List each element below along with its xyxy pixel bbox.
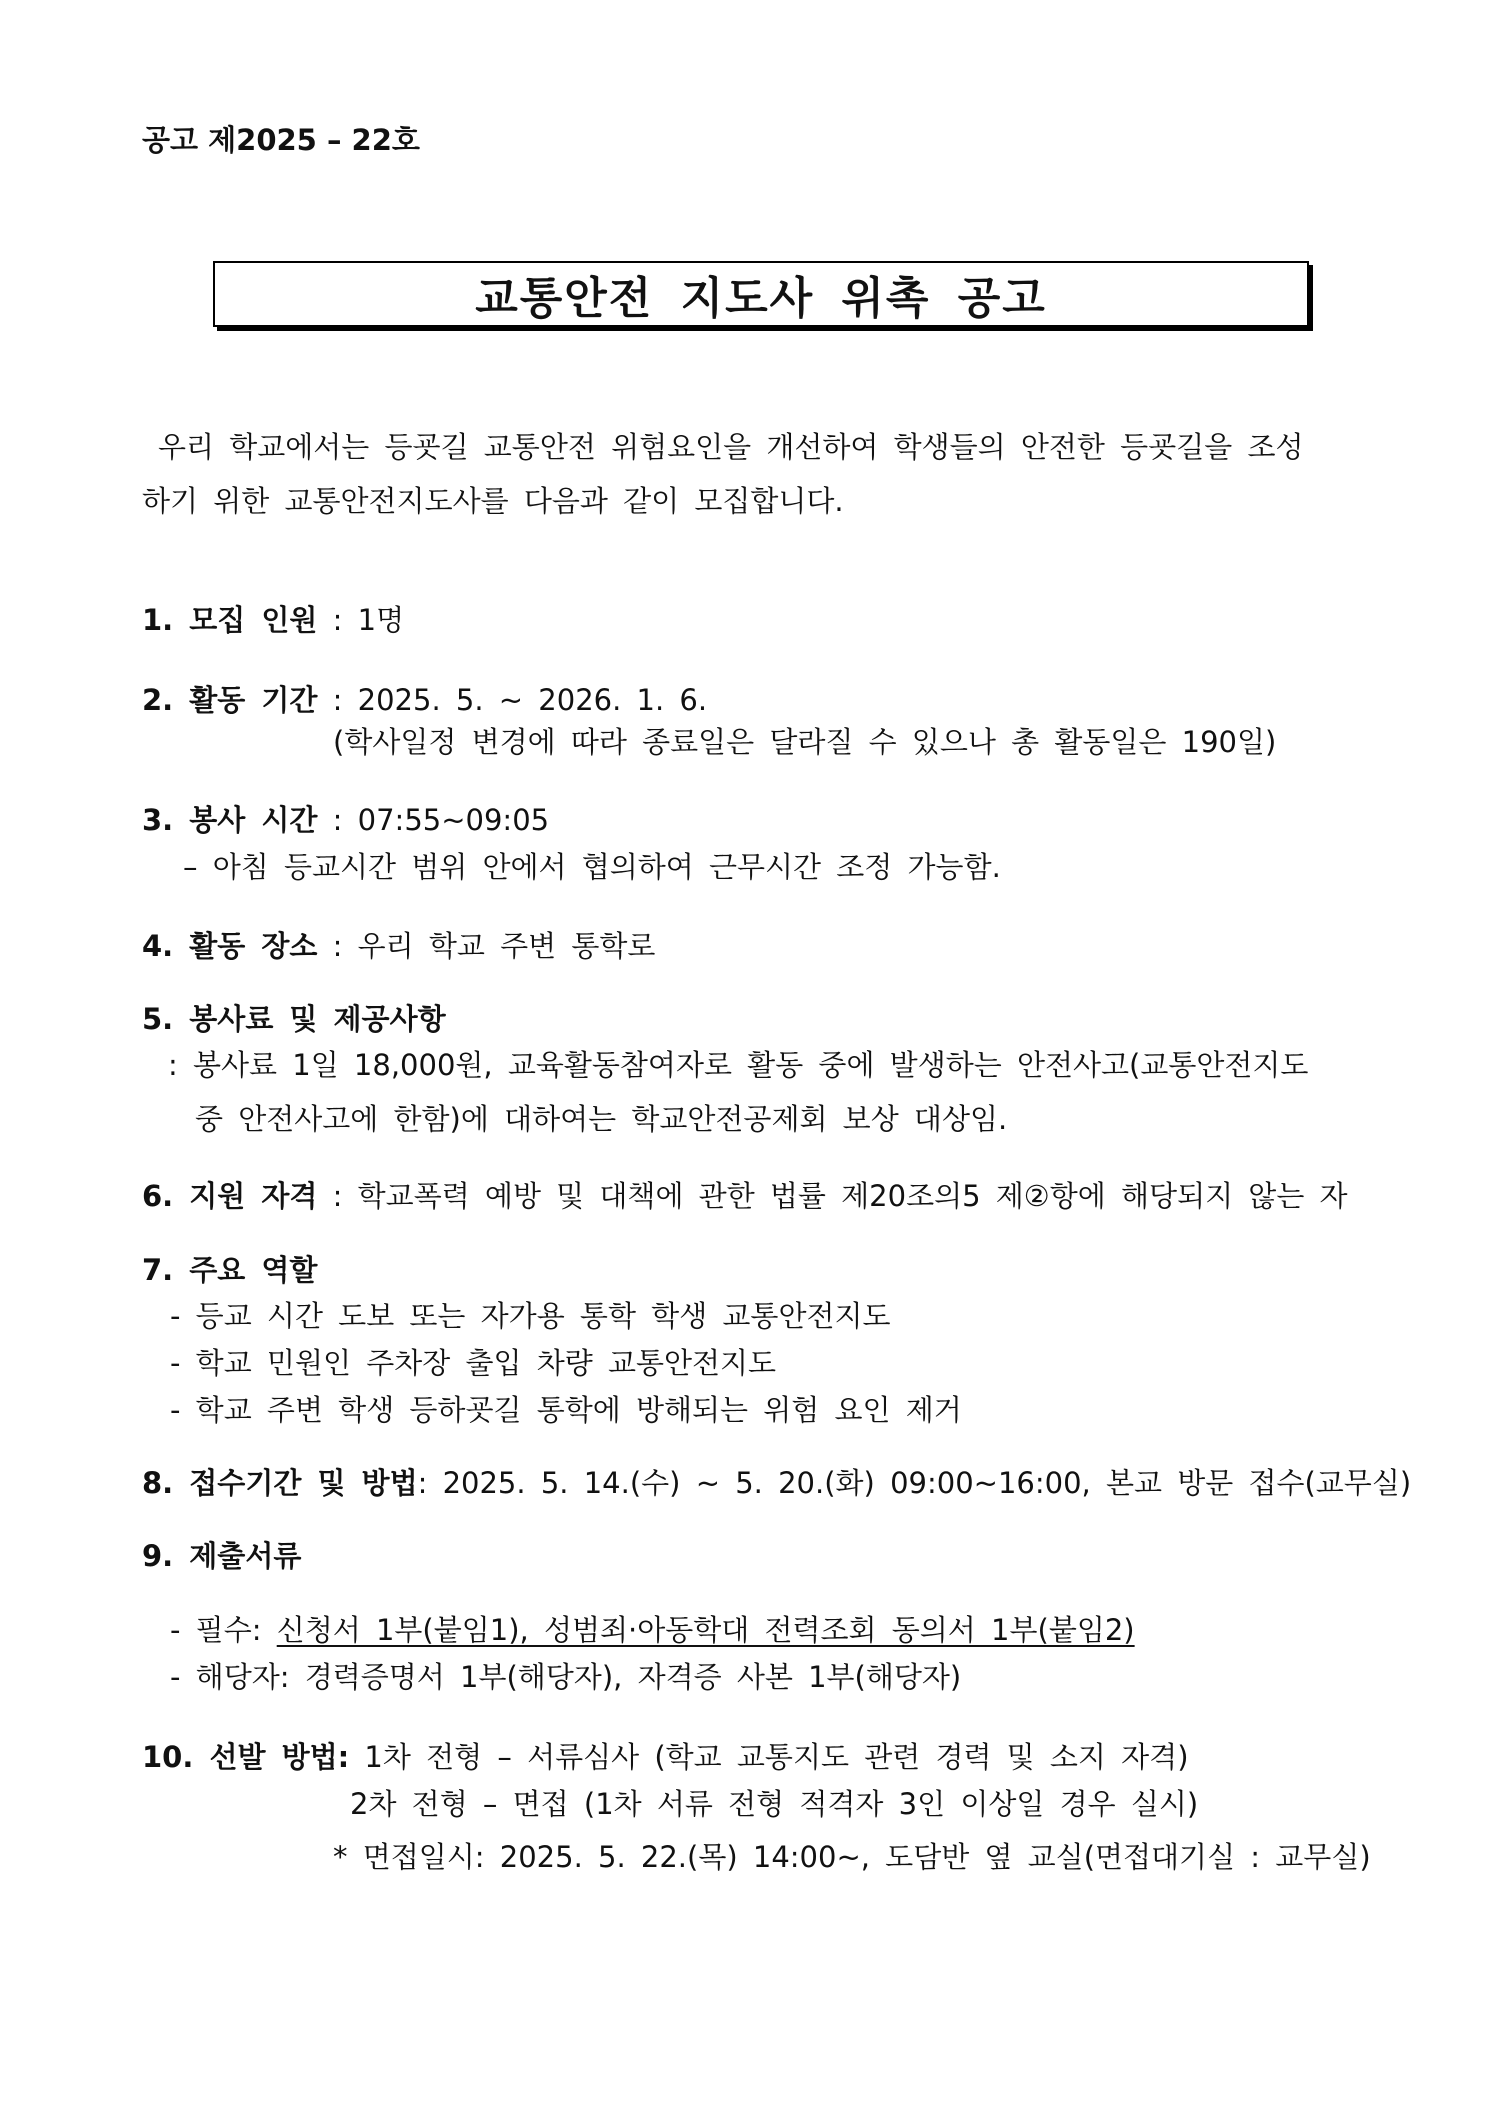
selection-stage-2: 2차 전형 – 면접 (1차 서류 전형 적격자 3인 이상일 경우 실시) bbox=[350, 1787, 1199, 1821]
item-pay-label: 5. 봉사료 및 제공사항 bbox=[142, 1002, 446, 1036]
item-period-value: : 2025. 5. ~ 2026. 1. 6. bbox=[317, 683, 708, 717]
documents-optional: - 해당자: 경력증명서 1부(해당자), 자격증 사본 1부(해당자) bbox=[170, 1660, 962, 1694]
item-recruit-value: : 1명 bbox=[317, 603, 405, 637]
item-pay-line-1: : 봉사료 1일 18,000원, 교육활동참여자로 활동 중에 발생하는 안전사고(교통안전지도 bbox=[168, 1048, 1309, 1082]
item-period-label: 2. 활동 기간 bbox=[142, 683, 318, 717]
item-selection bbox=[142, 1737, 1189, 1777]
documents-required-prefix: - 필수: bbox=[170, 1613, 277, 1647]
item-roles-label: 7. 주요 역할 bbox=[142, 1253, 318, 1287]
item-hours-note: – 아침 등교시간 범위 안에서 협의하여 근무시간 조정 가능함. bbox=[183, 850, 1001, 884]
role-item: - 등교 시간 도보 또는 자가용 통학 학생 교통안전지도 bbox=[170, 1299, 891, 1333]
selection-interview: * 면접일시: 2025. 5. 22.(목) 14:00~, 도담반 옆 교실(면접대기실 : 교무실) bbox=[333, 1840, 1371, 1874]
item-selection-label: 10. 선발 방법: bbox=[142, 1740, 350, 1774]
title-box bbox=[213, 261, 1309, 327]
role-item: - 학교 민원인 주차장 출입 차량 교통안전지도 bbox=[170, 1346, 777, 1380]
documents-required-value: 신청서 1부(붙임1), 성범죄·아동학대 전력조회 동의서 1부(붙임2) bbox=[276, 1613, 1135, 1647]
item-place-label: 4. 활동 장소 bbox=[142, 929, 318, 963]
item-qualification-value: : 학교폭력 예방 및 대책에 관한 법률 제20조의5 제②항에 해당되지 않는 자 bbox=[317, 1179, 1348, 1213]
item-recruit bbox=[142, 600, 404, 640]
item-period bbox=[142, 680, 707, 720]
item-application bbox=[142, 1463, 1411, 1503]
item-application-value: : 2025. 5. 14.(수) ~ 5. 20.(화) 09:00~16:00, 본교 방문 접수(교무실) bbox=[417, 1466, 1412, 1500]
intro-line-1: 우리 학교에서는 등굣길 교통안전 위험요인을 개선하여 학생들의 안전한 등굣길을 조성 bbox=[158, 430, 1304, 464]
selection-stage-1: 1차 전형 – 서류심사 (학교 교통지도 관련 경력 및 소지 자격) bbox=[349, 1740, 1189, 1774]
item-place-value: : 우리 학교 주변 통학로 bbox=[317, 929, 656, 963]
item-recruit-label: 1. 모집 인원 bbox=[142, 603, 318, 637]
item-application-label: 8. 접수기간 및 방법 bbox=[142, 1466, 418, 1500]
item-period-note: (학사일정 변경에 따라 종료일은 달라질 수 있으나 총 활동일은 190일) bbox=[333, 725, 1277, 759]
item-pay-line-2: 중 안전사고에 한함)에 대하여는 학교안전공제회 보상 대상임. bbox=[195, 1102, 1008, 1136]
item-qualification bbox=[142, 1176, 1348, 1216]
documents-required bbox=[170, 1610, 1135, 1650]
item-qualification-label: 6. 지원 자격 bbox=[142, 1179, 318, 1213]
item-place bbox=[142, 926, 655, 966]
item-hours-value: : 07:55~09:05 bbox=[317, 803, 550, 837]
page-title: 교통안전 지도사 위촉 공고 bbox=[475, 273, 1047, 324]
item-hours bbox=[142, 800, 549, 840]
role-item: - 학교 주변 학생 등하굣길 통학에 방해되는 위험 요인 제거 bbox=[170, 1393, 962, 1427]
item-hours-label: 3. 봉사 시간 bbox=[142, 803, 318, 837]
intro-line-2: 하기 위한 교통안전지도사를 다음과 같이 모집합니다. bbox=[142, 484, 844, 518]
item-documents-label: 9. 제출서류 bbox=[142, 1539, 302, 1573]
notice-number: 공고 제2025 – 22호 bbox=[142, 123, 420, 157]
